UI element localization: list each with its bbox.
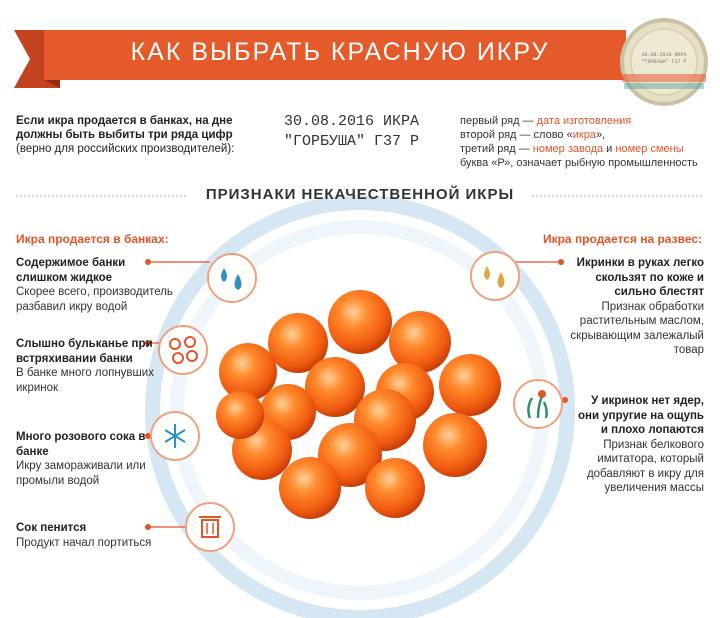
legend-row-3: третий ряд — номер завода и номер смены — [460, 143, 684, 155]
legend-row-4: буква «Р», означает рыбную промышленность — [460, 157, 698, 169]
stamp-legend — [460, 114, 718, 170]
left-item-4: Сок пенится Продукт начал портиться — [16, 522, 152, 549]
intro-note: (верно для российских производителей): — [16, 143, 235, 155]
legend-row-2: второй ряд — слово «икра», — [460, 129, 606, 141]
water-drops-icon — [208, 254, 256, 302]
legend-row-1: первый ряд — дата изготовления — [460, 115, 632, 127]
intro — [16, 114, 266, 156]
snowflake-icon — [151, 412, 199, 460]
intro-bold: Если икра продается в банках, на дне должны быть выбиты три ряда цифр — [16, 115, 233, 141]
left-column-heading: Икра продается в банках: — [16, 232, 169, 246]
left-item-2: Слышно бульканье при встряхивании банки В банке много лопнувших икринок — [16, 338, 154, 394]
can-lid-line1: 30.08.2016 ИКРА — [641, 52, 687, 58]
right-item-1: Икринки в руках легко скользят по коже и сильно блестят Признак обработки растительным маслом, скрывающим залежалый товар — [570, 257, 704, 356]
left-item-3: Много розового сока в банке Икру замораживали или промыли водой — [16, 431, 146, 487]
stamp-example — [284, 112, 454, 152]
burst-eggs-icon — [159, 326, 207, 374]
seaweed-icon — [514, 380, 562, 428]
can-lid-line2: "ГОРБУША" Г37 Р — [641, 59, 687, 65]
stamp-line2: "ГОРБУША" Г37 Р — [284, 133, 420, 150]
section-title: ПРИЗНАКИ НЕКАЧЕСТВЕННОЙ ИКРЫ — [205, 186, 515, 203]
page-title: КАК ВЫБРАТЬ КРАСНУЮ ИКРУ — [130, 38, 550, 66]
stamp-line1: 30.08.2016 ИКРА — [284, 113, 420, 130]
trash-can-icon — [186, 503, 234, 551]
left-item-1: Содержимое банки слишком жидкое Скорее всего, производитель разбавил икру водой — [16, 257, 173, 313]
right-column-heading: Икра продается на развес: — [542, 232, 702, 246]
oil-drops-icon — [471, 252, 519, 300]
can-lid — [620, 18, 708, 106]
right-item-2: У икринок нет ядер, они упругие на ощупь и плохо лопаются Признак белкового имитатора, который добавляют в икру для увеличения массы — [578, 395, 704, 494]
